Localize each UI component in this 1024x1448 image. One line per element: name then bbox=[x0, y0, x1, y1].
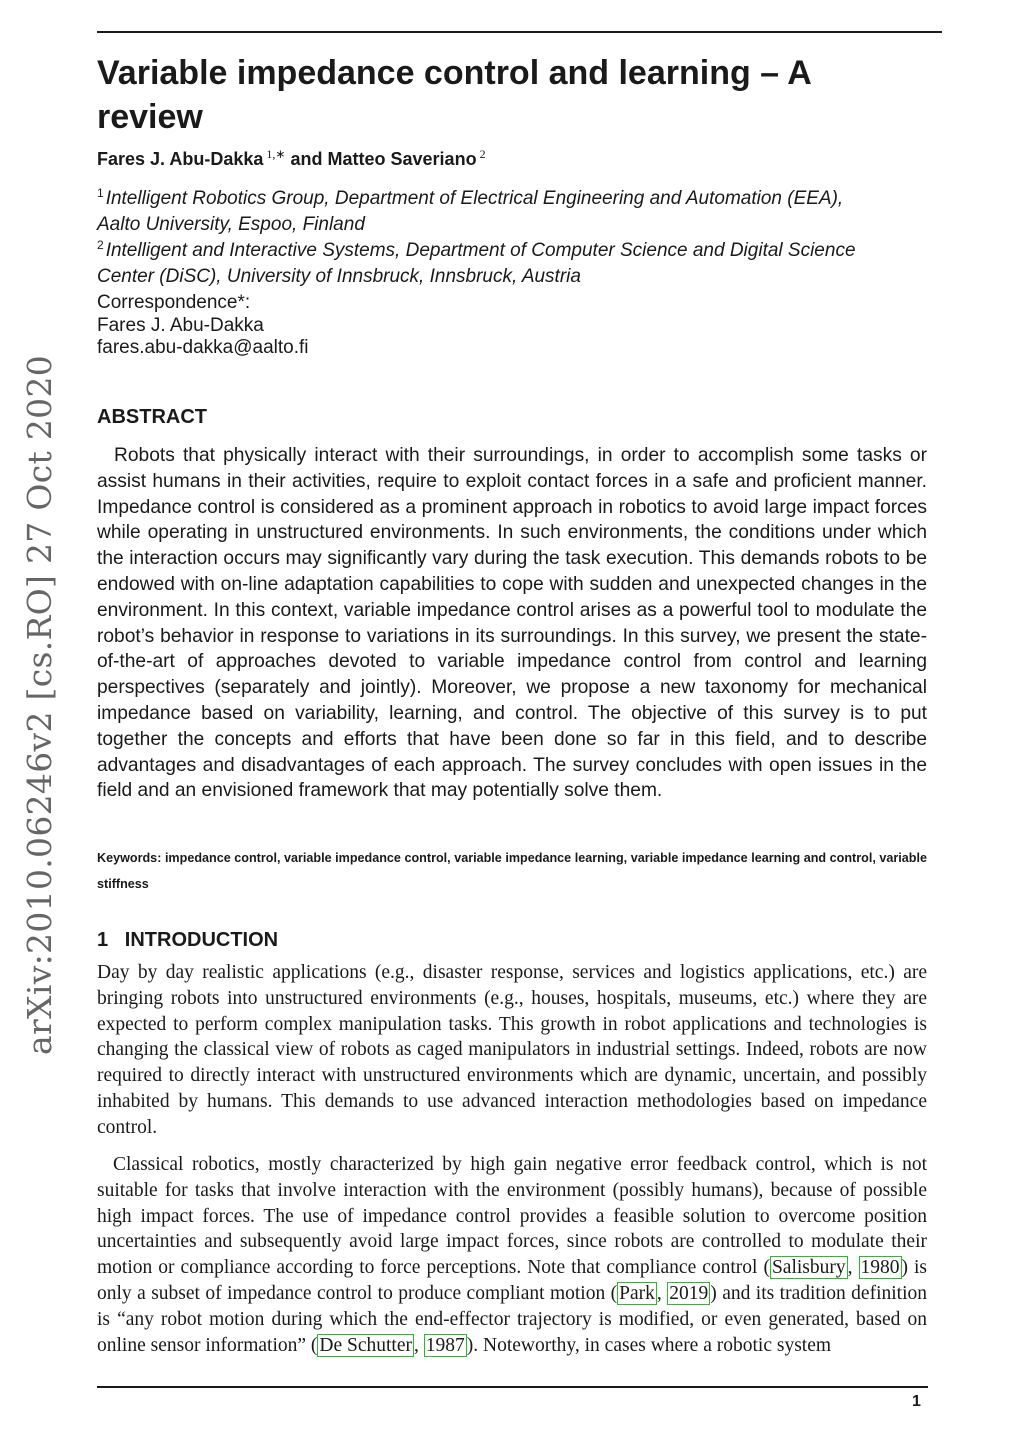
citation-link[interactable]: 2019 bbox=[669, 1282, 709, 1304]
paragraph-text: Classical robotics, mostly characterized by high gain negative error feedback control, which is not suitable for tasks that involve interaction with the environment (possibly humans), because of possible high impact forces. The use of impedance control provides a feasible solution to overcome position uncertainties and subsequently avoid large impact forces, since robots are controlled to modulate their motion or compliance according to force perceptions. Note that compliance control ( bbox=[97, 1154, 927, 1279]
paragraph-text: ). Noteworthy, in cases where a robotic system bbox=[466, 1334, 832, 1356]
author-name: Fares J. Abu-Dakka bbox=[97, 149, 264, 169]
paragraph-text: ) and its tradition definition is “any robot motion during which the end-effector trajectory is modified, or even generated, based on online sensor information” ( bbox=[97, 1282, 927, 1356]
affiliation-text: Intelligent and Interactive Systems, Department of Computer Science and Digital Science Center (DiSC), University of Innsbruck, Innsbruck, Austria bbox=[97, 240, 856, 287]
abstract-heading: ABSTRACT bbox=[97, 406, 207, 428]
arxiv-sidebar-stamp: arXiv:2010.06246v2 [cs.RO] 27 Oct 2020 bbox=[20, 354, 59, 1055]
affiliation-2 bbox=[97, 232, 877, 290]
paper-title: Variable impedance control and learning – A review bbox=[97, 54, 811, 136]
affiliation-number: 1 bbox=[97, 186, 104, 200]
author-name: Matteo Saveriano bbox=[327, 149, 477, 169]
keywords-label: Keywords: bbox=[97, 851, 162, 865]
keywords-list: impedance control, variable impedance control, variable impedance learning, variable impedance learning and control, variable stiffness bbox=[97, 851, 927, 891]
citation-link[interactable]: Salisbury bbox=[771, 1257, 846, 1279]
affiliation-1 bbox=[97, 180, 877, 238]
affiliation-text: Intelligent Robotics Group, Department of Electrical Engineering and Automation (EEA), Aalto University, Espoo, Finland bbox=[97, 188, 844, 235]
citation-link[interactable]: Park bbox=[619, 1282, 655, 1304]
keywords-line bbox=[97, 845, 927, 897]
author-superscript: 2 bbox=[479, 147, 486, 161]
bottom-rule bbox=[97, 1386, 928, 1388]
correspondence-email: fares.abu-dakka@aalto.fi bbox=[97, 337, 309, 358]
introduction-heading bbox=[97, 929, 278, 952]
intro-paragraph-2: Classical robotics, mostly characterized by high gain negative error feedback control, which is not suitable for tasks that involve interaction with the environment (possibly humans), because of possible high impact forces. The use of impedance control provides a feasible solution to overcome position uncertainties and subsequently avoid large impact forces, since robots are controlled to modulate their motion or compliance according to force perceptions. Note that compliance control ( Salisbury , 1980 ) is only a subset of impedance control to produce compliant motion ( Park , 2019 ) and its tradition definition is “any robot motion during which the end-effector trajectory is modified, or even generated, based on online sensor information” ( De Schutter , 1987 ). Noteworthy, in cases where a robotic system bbox=[97, 1154, 927, 1356]
section-number: 1 bbox=[97, 929, 109, 951]
author-conjunction: and bbox=[290, 149, 323, 169]
author-superscript: 1,∗ bbox=[266, 147, 286, 161]
page-number: 1 bbox=[912, 1393, 921, 1410]
citation-link[interactable]: 1987 bbox=[425, 1334, 465, 1356]
intro-paragraph-1: Day by day realistic applications (e.g., disaster response, services and logistics applications, etc.) are bringing robots into unstructured environments (e.g., houses, hospitals, museums, etc.) where they are expected to perform complex manipulation tasks. This growth in robot applications and technologies is changing the classical view of robots as caged manipulators in industrial settings. Indeed, robots are now required to directly interact with unstructured environments which are dynamic, uncertain, and possibly inhabited by humans. This demands to use advanced interaction methodologies based on impedance control. bbox=[97, 962, 927, 1138]
affiliation-number: 2 bbox=[97, 238, 104, 252]
citation-link[interactable]: De Schutter bbox=[319, 1334, 413, 1356]
section-title: INTRODUCTION bbox=[124, 929, 279, 951]
top-rule bbox=[97, 31, 942, 33]
correspondence-label: Correspondence*: bbox=[97, 292, 251, 313]
correspondence-block bbox=[97, 292, 309, 360]
author-line bbox=[97, 147, 486, 170]
citation-link[interactable]: 1980 bbox=[860, 1257, 900, 1279]
abstract-text: Robots that physically interact with their surroundings, in order to accomplish some tasks or assist humans in their activities, require to exploit contact forces in a safe and proficient manner. Impedance control is considered as a prominent approach in robotics to avoid large impact forces while operating in unstructured environments. In such environments, the conditions under which the interaction occurs may significantly vary during the task execution. This demands robots to be endowed with on-line adaptation capabilities to cope with sudden and unexpected changes in the environment. In this context, variable impedance control arises as a powerful tool to modulate the robot’s behavior in response to variations in its surroundings. In this survey, we present the state-of-the-art of approaches devoted to variable impedance control from control and learning perspectives (separately and jointly). Moreover, we propose a new taxonomy for mechanical impedance based on variability, learning, and control. The objective of this survey is to put together the concepts and efforts that have been done so far in this field, and to describe advantages and disadvantages of each approach. The survey concludes with open issues in the field and an envisioned framework that may potentially solve them. bbox=[97, 445, 927, 802]
paragraph-text: ) is only a subset of impedance control to produce compliant motion ( bbox=[97, 1257, 927, 1304]
correspondence-name: Fares J. Abu-Dakka bbox=[97, 314, 264, 336]
